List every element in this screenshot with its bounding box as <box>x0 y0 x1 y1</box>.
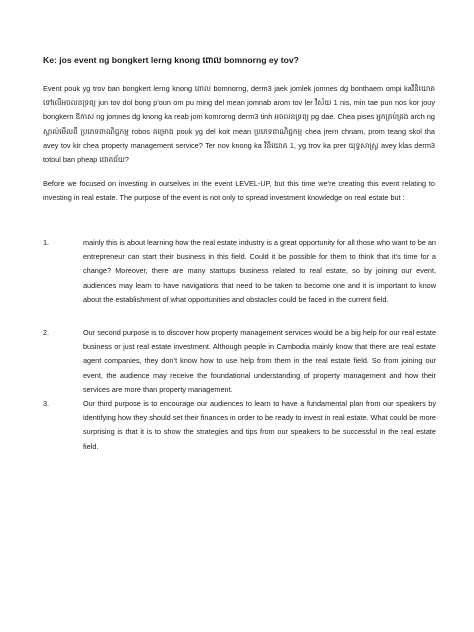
list-item-text: mainly this is about learning how the real estate industry is a great opportunity for all those who want to be an entrepreneur can start their business in this field. Could it be possible for them to think that it’s time for a change? Moreover, there are many startups business related to real estate, so by joining our event, audiences may learn to have navigations that need to be taken to become one and it is important to know about the establishment of what opportunities and obstacles could be faced in the current field. <box>83 238 436 304</box>
list-item <box>43 236 436 307</box>
list-item <box>43 326 436 397</box>
list-item-text: Our second purpose is to discover how property management services would be a big help for our real estate business or just real estate investment. Although people in Cambodia mainly know that there are real estate agent companies, they don’t know how to use help from them in the real estate field. So from joining our event, the audience may receive the foundational understanding of property management and how their services are more than property management. <box>83 328 436 394</box>
purpose-list <box>43 236 436 454</box>
list-item <box>43 397 436 454</box>
list-item-number: 2. <box>43 328 50 338</box>
khmer-intro-paragraph: Event pouk yg trov ban bongkert lerng knong ពោល bomnorng, derm3 jaek jomlek jomnes dg bonthaem ompi kaវិនិយោគទៅលើអចលនទ្រព្យ jun tov dol bong p'oun om pu ming del mean jomnab arom tov ler វិស័យ 1 nis, min tae pun nos kor jouy bongkern ឱកាស ng jomnes dg knong ka reab jom komrorng derm3 tinh អចលនទ្រព្យ pg dae. Chea pises អ្នកគ្រប់គ្រង arch ng ស្គាល់មើលពី ប្រភេទពាណិជ្ជកម្ម robos គម្រោង pouk yg del koit mean ប្រភេទពាណិជ្ជកម្ម chea jrern chnam, prom teang skol tha avey tov kir chea property management service? Ter nov knong ka វិនិយោគ 1, yg trov ka prer យុទ្ធសាស្ត្រ avey klas derm3 totoul ban pheap ជោគជ័យ? <box>43 84 435 165</box>
list-item-text: Our third purpose is to encourage our audiences to learn to have a fundamental plan from our speakers by identifying how they should set their finances in order to be ready to invest in real estate. What could be more surprising is that it is to show the strategies and tips from our speakers to be successful in the real estate field. <box>83 399 436 451</box>
english-intro-paragraph: Before we focused on investing in ourselves in the event LEVEL-UP, but this time we’re creating this event relating to investing in real estate. The purpose of the event is not only to spread investment knowledge on real estate but : <box>43 179 435 203</box>
list-item-number: 1. <box>43 238 50 247</box>
document-title: Ke: jos event ng bongkert lerng knong ពោល bomnorng ey tov? <box>43 55 299 65</box>
list-item-number: 3. <box>43 399 50 409</box>
